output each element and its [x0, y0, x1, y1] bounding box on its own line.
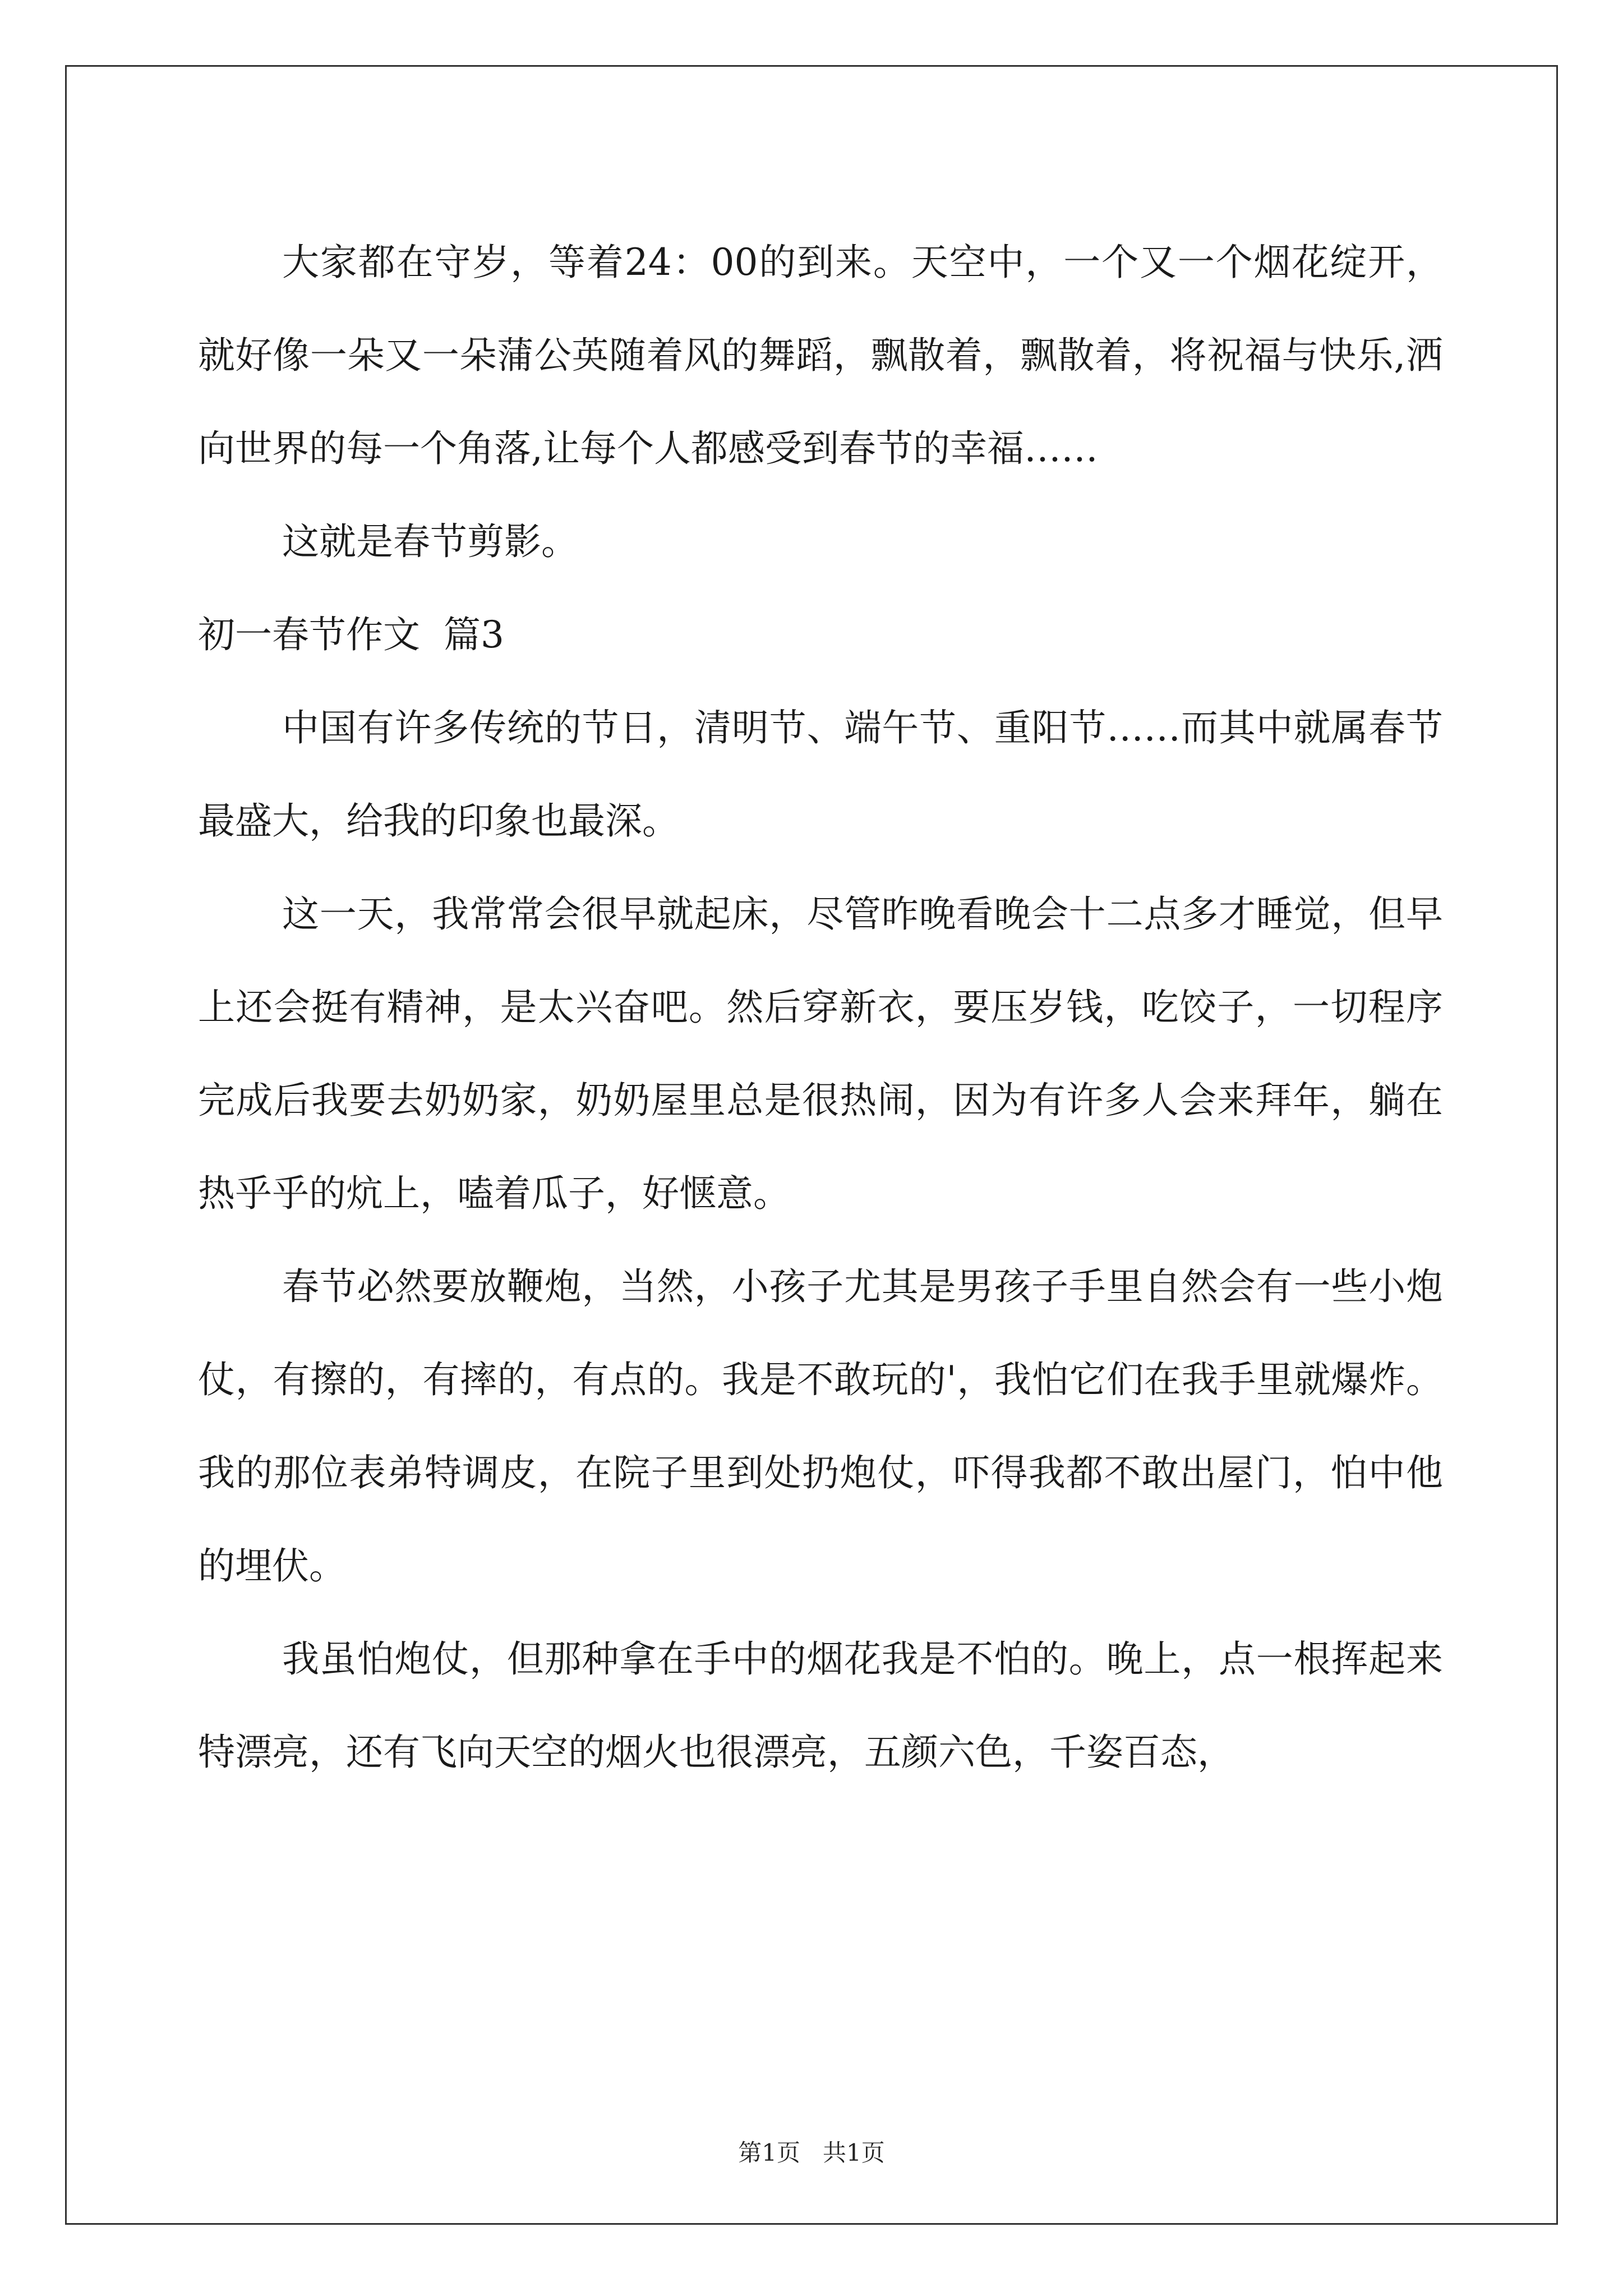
section-heading: 初一春节作文 篇3	[198, 613, 504, 656]
paragraph: 大家都在守岁，等着24：00的到来。天空中，一个又一个烟花绽开，就好像一朵又一朵蒲公英随着风的舞蹈，飘散着，飘散着，将祝福与快乐,洒向世界的每一个角落,让每个人都感受到春节的幸福……	[198, 241, 1443, 470]
page-footer: 第1页 共1页	[738, 2139, 885, 2166]
document-body	[198, 216, 1443, 1799]
paragraph: 春节必然要放鞭炮，当然，小孩子尤其是男孩子手里自然会有一些小炮仗，有擦的，有摔的，有点的。我是不敢玩的'，我怕它们在我手里就爆炸。我的那位表弟特调皮，在院子里到处扔炮仗，吓得我都不敢出屋门，怕中他的埋伏。	[198, 1265, 1443, 1588]
paragraph: 这就是春节剪影。	[282, 520, 578, 563]
paragraph: 我虽怕炮仗，但那种拿在手中的烟花我是不怕的。晚上，点一根挥起来特漂亮，还有飞向天空的烟火也很漂亮，五颜六色，千姿百态，	[198, 1637, 1443, 1774]
paragraph: 中国有许多传统的节日，清明节、端午节、重阳节……而其中就属春节最盛大，给我的印象也最深。	[198, 706, 1443, 843]
paragraph: 这一天，我常常会很早就起床，尽管昨晚看晚会十二点多才睡觉，但早上还会挺有精神，是太兴奋吧。然后穿新衣，要压岁钱，吃饺子，一切程序完成后我要去奶奶家，奶奶屋里总是很热闹，因为有许多人会来拜年，躺在热乎乎的炕上，嗑着瓜子，好惬意。	[198, 892, 1443, 1215]
